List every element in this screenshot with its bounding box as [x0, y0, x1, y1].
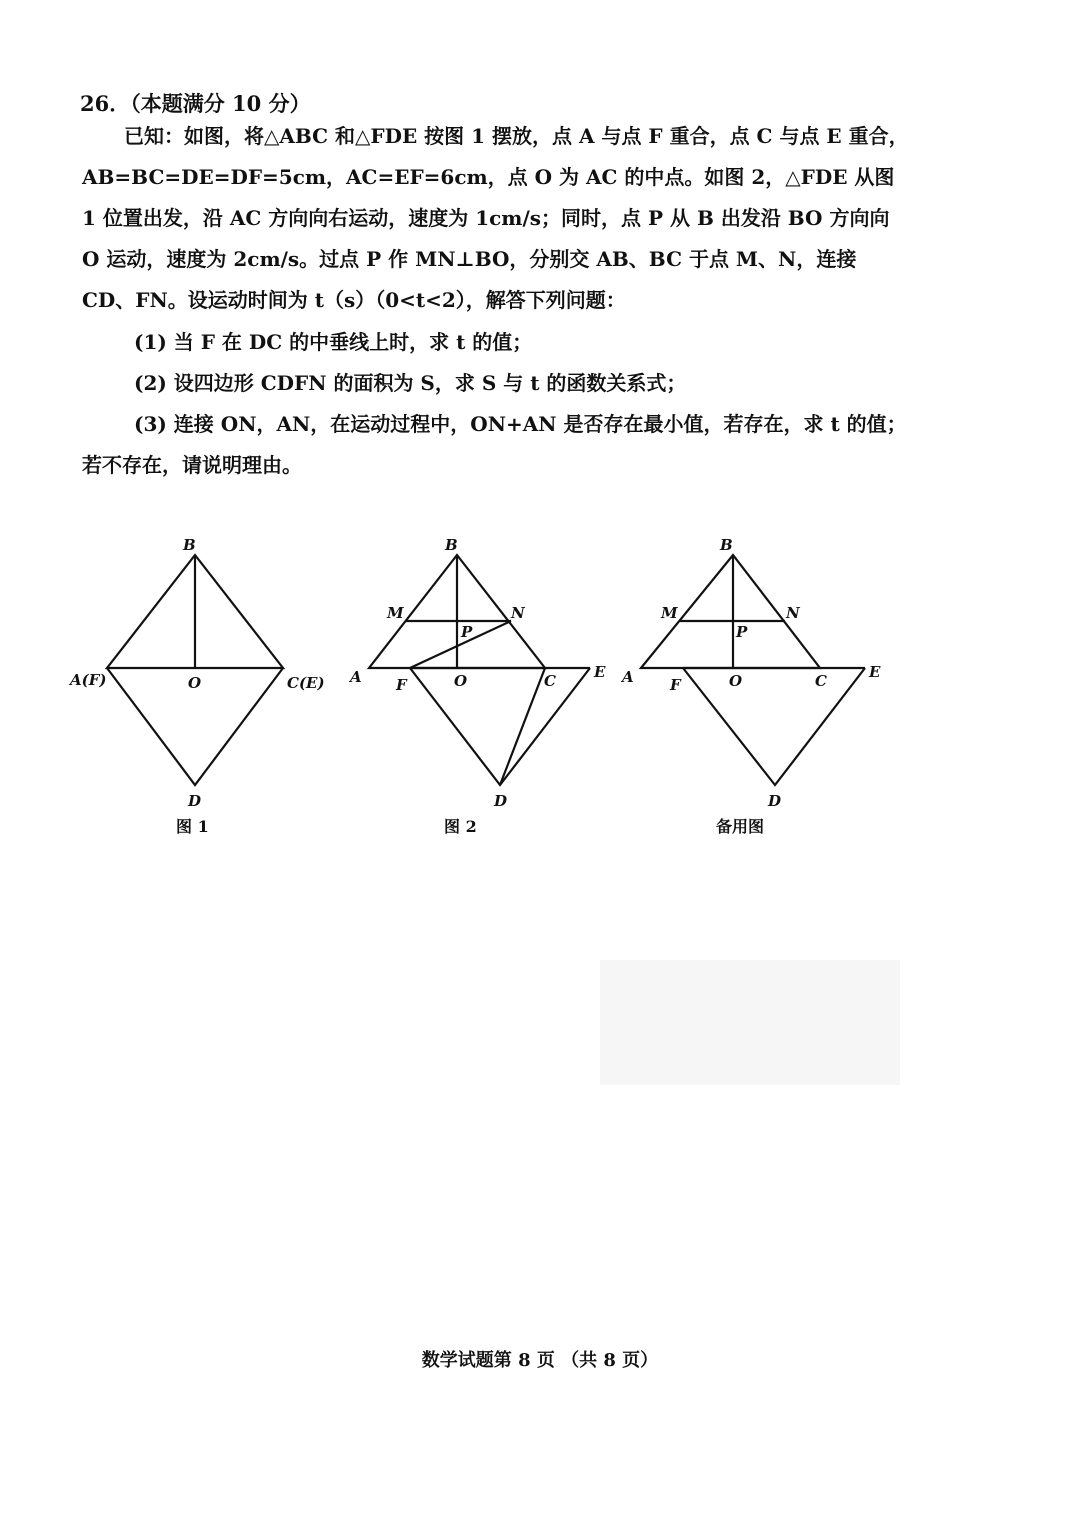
fig2-label-e: E: [594, 663, 606, 681]
fig2-label-p: P: [461, 623, 473, 641]
fig2-label-o: O: [454, 672, 468, 690]
fig1-label-d: D: [188, 792, 202, 810]
fig1-label-ce: C(E): [287, 674, 325, 692]
figure-3: [641, 555, 865, 785]
question-part-1: (1) 当 F 在 DC 的中垂线上时，求 t 的值；: [134, 330, 533, 354]
fig2-caption: 图 2: [444, 817, 477, 836]
fig1-label-af: A(F): [70, 671, 107, 689]
fig3-label-n: N: [786, 604, 800, 622]
fig3-label-m: M: [661, 604, 678, 622]
fig3-label-a: A: [622, 668, 634, 686]
question-intro: 已知：如图，将△ABC 和△FDE 按图 1 摆放，点 A 与点 F 重合，点 C 与点 E 重合，AB=BC=DE=DF=5cm，AC=EF=6cm，点 O 为 AC 的中点。如图 2，△FDE 从图 1 位置出发，沿 AC 方向向右运动，速度为 1cm/s；同时，点 P 从 B 出发沿 BO 方向向 O 运动，速度为 2cm/s。过点 P 作 MN⊥BO，分别交 AB、BC 于点 M、N，连接 CD、FN。设运动时间为 t（s）（0<t<2），解答下列问题：: [82, 124, 909, 312]
scan-smudge: [600, 960, 900, 1085]
figure-2: [369, 555, 590, 785]
fig3-label-e: E: [869, 663, 881, 681]
fig3-triangle-fde: [683, 668, 865, 785]
figures-area: [0, 520, 1080, 860]
fig1-label-o: O: [188, 674, 202, 692]
fig1-caption: 图 1: [176, 817, 209, 836]
fig3-label-o: O: [729, 672, 743, 690]
fig1-label-b: B: [183, 536, 196, 554]
fig2-label-b: B: [445, 536, 458, 554]
question-part-3-continued: 若不存在，请说明理由。: [82, 453, 302, 477]
question-part-2: (2) 设四边形 CDFN 的面积为 S，求 S 与 t 的函数关系式；: [134, 371, 687, 395]
fig2-triangle-fde: [410, 668, 590, 785]
fig2-label-a: A: [350, 668, 362, 686]
figure-1: [107, 555, 283, 785]
fig2-label-c: C: [544, 672, 556, 690]
fig2-segment-cd: [500, 668, 545, 785]
fig3-label-f: F: [670, 676, 681, 694]
fig3-caption: 备用图: [716, 817, 765, 836]
figure-3-labels: [620, 536, 881, 836]
page-footer: 数学试题第 8 页 （共 8 页）: [421, 1350, 659, 1371]
figure-1-labels: [68, 536, 325, 836]
fig3-label-c: C: [815, 672, 827, 690]
fig2-label-n: N: [511, 604, 525, 622]
fig2-label-d: D: [494, 792, 508, 810]
fig3-label-d: D: [768, 792, 782, 810]
fig3-label-b: B: [720, 536, 733, 554]
fig2-label-m: M: [387, 604, 404, 622]
question-header: 26．（本题满分 10 分）: [80, 91, 311, 116]
question-part-3: (3) 连接 ON，AN，在运动过程中，ON+AN 是否存在最小值，若存在，求 t 的值；: [134, 412, 907, 436]
fig3-label-p: P: [736, 623, 748, 641]
fig2-label-f: F: [396, 676, 407, 694]
